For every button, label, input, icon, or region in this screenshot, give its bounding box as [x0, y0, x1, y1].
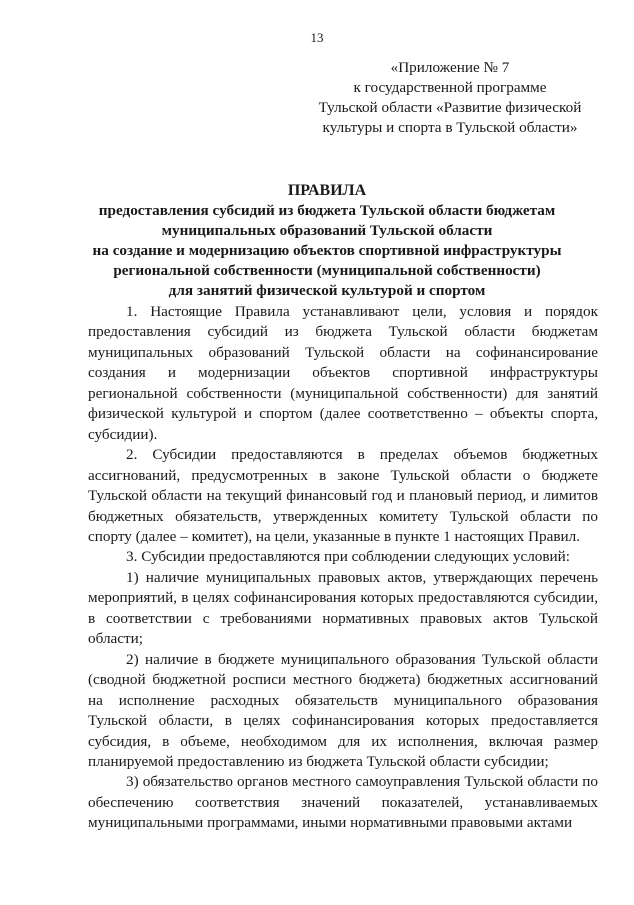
- title-line: региональной собственности (муниципальной собственности): [113, 262, 541, 279]
- title-line: предоставления субсидий из бюджета Тульской области бюджетам: [98, 202, 556, 219]
- title-heading: ПРАВИЛА: [287, 182, 367, 199]
- document-body: [88, 302, 598, 834]
- appendix-header: [300, 58, 600, 138]
- page-number: 13: [310, 30, 324, 45]
- paragraph-3-3: 3) обязательство органов местного самоуправления Тульской области по обеспечению соответствия значений показателей, устанавливаемых муниципальными программами, иными нормативными правовыми актами: [88, 773, 598, 832]
- paragraph-3-1: 1) наличие муниципальных правовых актов, утверждающих перечень мероприятий, в целях софинансирования которых предоставляются субсидии, в соответствии с требованиями нормативных правовых актов Тульской области;: [88, 568, 598, 648]
- appendix-line: к государственной программе: [353, 79, 547, 96]
- appendix-line: Тульской области «Развитие физической: [318, 99, 582, 116]
- title-line: муниципальных образований Тульской области: [161, 222, 493, 239]
- appendix-line: культуры и спорта в Тульской области»: [322, 119, 578, 136]
- document-title: [60, 180, 594, 301]
- paragraph-3-2: 2) наличие в бюджете муниципального образования Тульской области (сводной бюджетной росписи местного бюджета) бюджетных ассигнований на исполнение расходных обязательств муниципального образования Тульской области, в целях софинансирования которых предоставляется субсидия, в объеме, необходимом для их исполнения, включая размер планируемой предоставлению из бюджета Тульской области субсидии;: [88, 650, 598, 770]
- appendix-line: «Приложение № 7: [390, 59, 510, 76]
- title-line: на создание и модернизацию объектов спортивной инфраструктуры: [92, 242, 562, 259]
- paragraph-1: 1. Настоящие Правила устанавливают цели, условия и порядок предоставления субсидий из бюджета Тульской области бюджетам муниципальных образований Тульской области на софинансирование создания и модернизации объектов спортивной инфраструктуры региональной собственности (муниципальной собственности) для занятий физической культурой и спортом (далее соответственно – объекты спорта, субсидии).: [88, 303, 598, 443]
- paragraph-3: 3. Субсидии предоставляются при соблюдении следующих условий:: [126, 548, 571, 566]
- paragraph-2: 2. Субсидии предоставляются в пределах объемов бюджетных ассигнований, предусмотренных в законе Тульской области о бюджете Тульской области на текущий финансовый год и плановый период, и лимитов бюджетных обязательств, утвержденных комитету Тульской области по спорту (далее – комитет), на цели, указанные в пункте 1 настоящих Правил.: [88, 446, 598, 545]
- title-line: для занятий физической культурой и спортом: [168, 282, 486, 299]
